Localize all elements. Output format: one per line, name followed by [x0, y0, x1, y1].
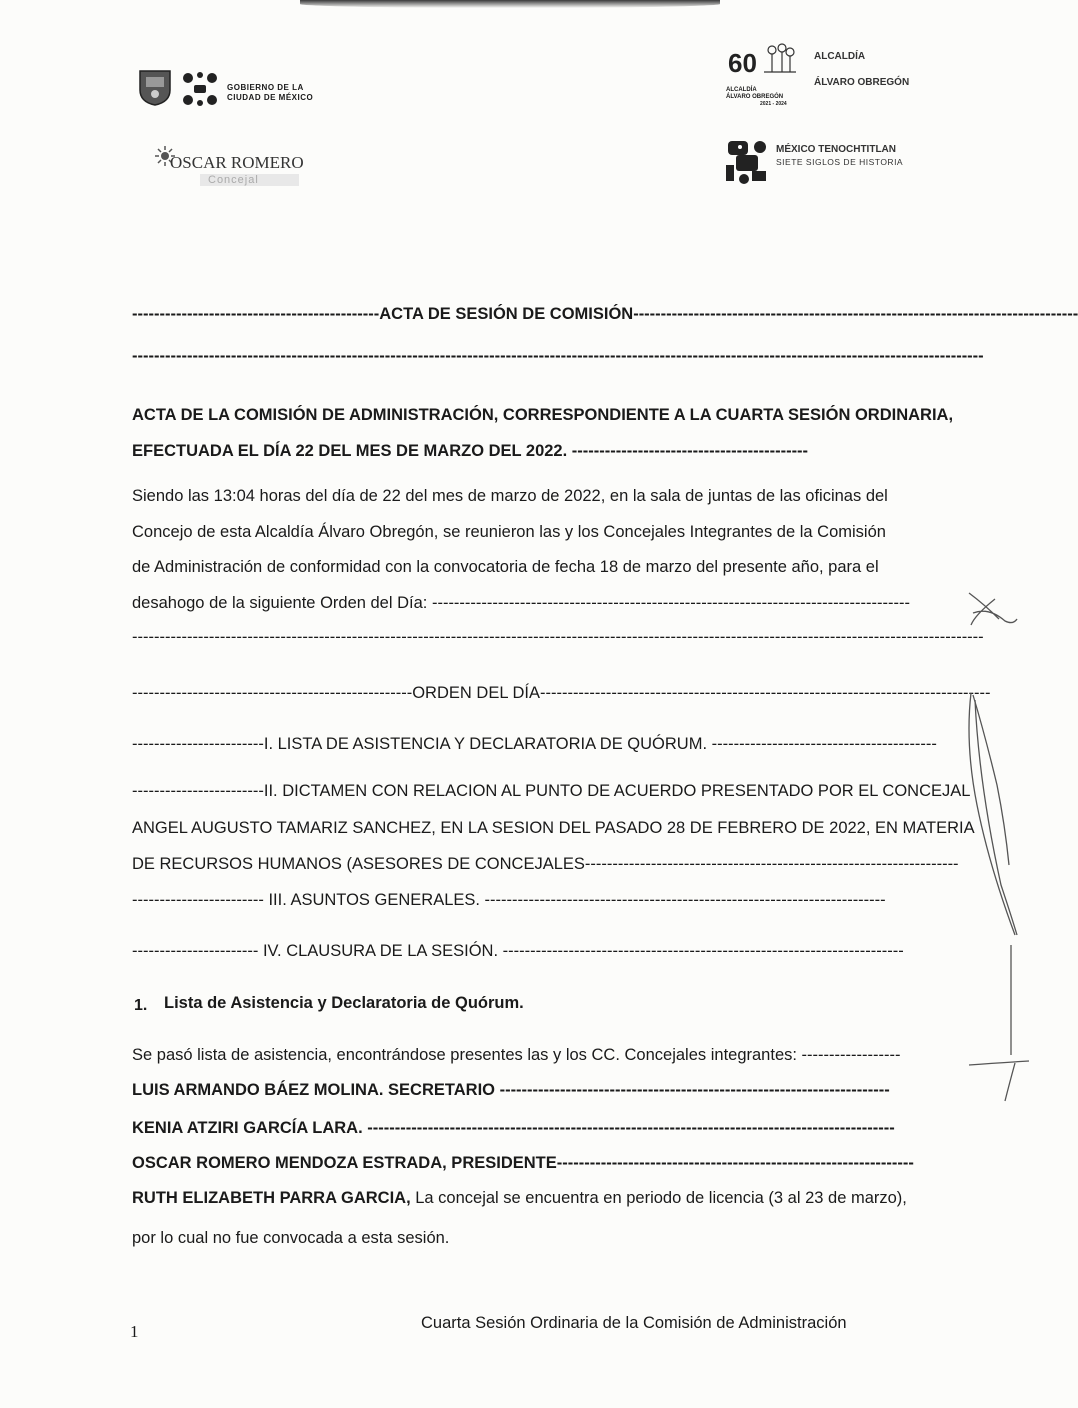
coat-of-arms-icon	[137, 68, 173, 106]
tenochtitlan-line1: MÉXICO TENOCHTITLAN	[776, 144, 896, 155]
alcaldia-badge-small2: ÁLVARO OBREGÓN	[726, 94, 784, 100]
title-line1: ACTA DE LA COMISIÓN DE ADMINISTRACIÓN, CORRESPONDIENTE A LA CUARTA SESIÓN ORDINARIA,	[132, 406, 954, 424]
member-3: OSCAR ROMERO MENDOZA ESTRADA, PRESIDENTE-----------------------------------------------------------------	[132, 1154, 914, 1172]
orden-heading: ---------------------------------------------------ORDEN DEL DÍA----------------------------------------------------------------------------------	[132, 684, 991, 702]
alcaldia-badge-small1: ALCALDÍA	[726, 87, 757, 93]
section-1-number: 1.	[134, 997, 148, 1014]
title-line2: EFECTUADA EL DÍA 22 DEL MES DE MARZO DEL 2022. -------------------------------------------	[132, 442, 809, 460]
member-4-note: La concejal se encuentra en periodo de licencia (3 al 23 de marzo),	[410, 1189, 907, 1207]
heading-separator: -----------------------------------------------------------------------------------------------------------------------------------------------------------	[132, 347, 984, 365]
member-2: KENIA ATZIRI GARCÍA LARA. ------------------------------------------------------------------------------------------------	[132, 1119, 895, 1137]
footer-caption: Cuarta Sesión Ordinaria de la Comisión de Administración	[421, 1314, 847, 1332]
alcaldia-badge	[726, 42, 798, 107]
member-1: LUIS ARMANDO BÁEZ MOLINA. SECRETARIO -----------------------------------------------------------------------	[132, 1081, 890, 1099]
cdmx-logo-text	[227, 83, 313, 103]
agenda-item-2-line3: DE RECURSOS HUMANOS (ASESORES DE CONCEJALES--------------------------------------------------------------------	[132, 855, 959, 873]
tenochtitlan-line2: SIETE SIGLOS DE HISTORIA	[776, 157, 904, 167]
agenda-item-4: ----------------------- IV. CLAUSURA DE LA SESIÓN. -------------------------------------------------------------------------	[132, 942, 904, 960]
margin-initials-signature	[955, 585, 1035, 1105]
para-line5: -----------------------------------------------------------------------------------------------------------------------------------------------------------	[132, 628, 984, 646]
tenochtitlan-text	[776, 144, 903, 168]
agenda-item-2-line2: ANGEL AUGUSTO TAMARIZ SANCHEZ, EN LA SESION DEL PASADO 28 DE FEBRERO DE 2022, EN MATERIA	[132, 819, 975, 837]
cdmx-logo-line2: CIUDAD DE MÉXICO	[227, 93, 314, 102]
concejal-logo-sub: Concejal	[200, 174, 299, 186]
cdmx-logo-icon	[180, 70, 220, 108]
para-line3: de Administración de conformidad con la convocatoria de fecha 18 de marzo del presente año, para el	[132, 558, 879, 576]
page-number: 1	[130, 1322, 139, 1341]
agenda-item-2-line1: ------------------------II. DICTAMEN CON RELACION AL PUNTO DE ACUERDO PRESENTADO POR EL CONCEJAL	[132, 782, 971, 800]
section-1-title: Lista de Asistencia y Declaratoria de Quórum.	[164, 994, 524, 1012]
member-4-line2: por lo cual no fue convocada a esta sesión.	[132, 1229, 450, 1247]
alcaldia-badge-years: 2021 - 2024	[760, 101, 787, 107]
member-4	[132, 1187, 932, 1209]
concejal-logo-name: OSCAR ROMERO	[170, 153, 304, 172]
agenda-item-3: ------------------------ III. ASUNTOS GENERALES. -------------------------------------------------------------------------	[132, 891, 886, 909]
cdmx-logo-line1: GOBIERNO DE LA	[227, 83, 304, 92]
alcaldia-line1: ALCALDÍA	[814, 51, 866, 62]
para-line1: Siendo las 13:04 horas del día de 22 del mes de marzo de 2022, en la sala de juntas de las oficinas del	[132, 487, 888, 505]
member-4-name: RUTH ELIZABETH PARRA GARCIA,	[132, 1189, 411, 1207]
alcaldia-line2: ÁLVARO OBREGÓN	[814, 77, 910, 88]
para-line2: Concejo de esta Alcaldía Álvaro Obregón, se reunieron las y los Concejales Integrantes de la Comisión	[132, 523, 886, 541]
attendance-intro: Se pasó lista de asistencia, encontrándose presentes las y los CC. Concejales integrantes: ------------------	[132, 1046, 901, 1064]
agenda-item-1: ------------------------I. LISTA DE ASISTENCIA Y DECLARATORIA DE QUÓRUM. -----------------------------------------	[132, 735, 937, 753]
document-heading: ---------------------------------------------ACTA DE SESIÓN DE COMISIÓN---------------------------------------------------------------------------------	[132, 305, 1078, 323]
para-line4: desahogo de la siguiente Orden del Día: ---------------------------------------------------------------------------------------	[132, 594, 910, 612]
tenochtitlan-glyph-icon	[722, 135, 772, 187]
svg-text:60: 60	[728, 48, 757, 78]
alcaldia-text	[814, 44, 909, 96]
header	[0, 0, 1054, 200]
